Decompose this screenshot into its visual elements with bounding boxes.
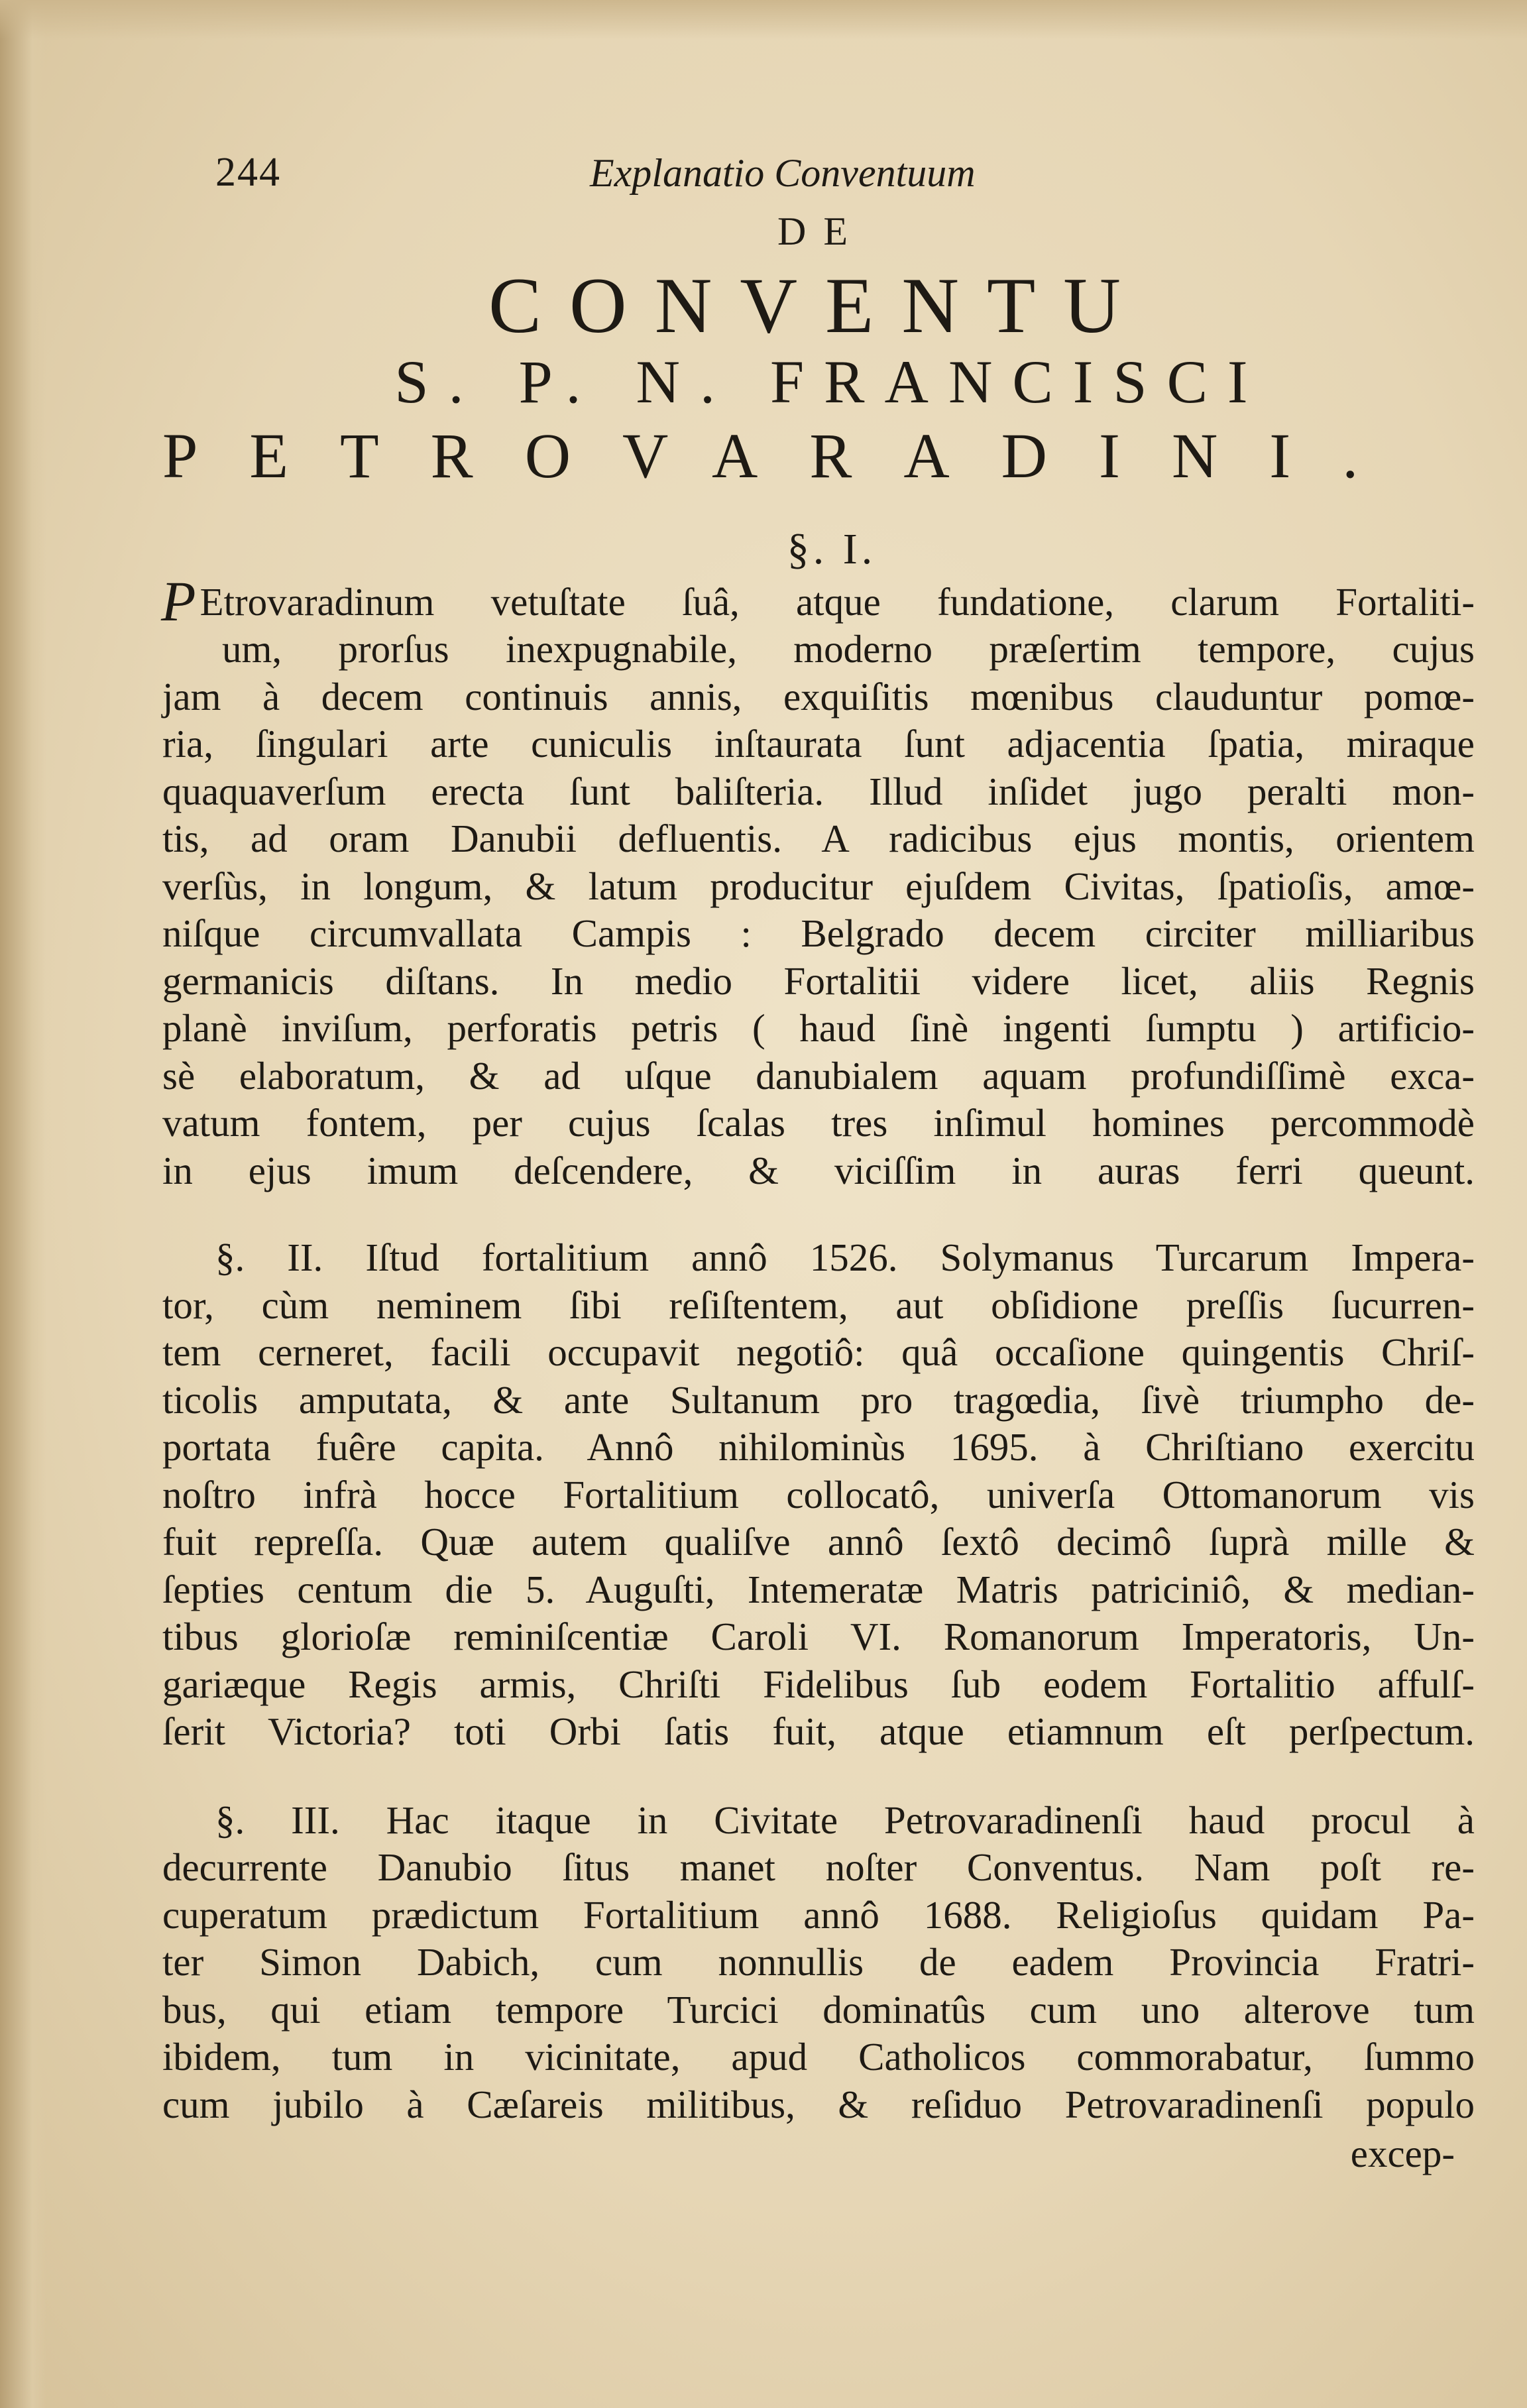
text-line: verſùs, in longum, & latum producitur ejuſdem Civitas, ſpatioſis, amœ- <box>162 864 1475 908</box>
text-line: tem cerneret, facili occupavit negotiô: quâ occaſione quingentis Chriſ- <box>162 1330 1475 1375</box>
text-line: planè inviſum, perforatis petris ( haud ſinè ingenti ſumptu ) artificio- <box>162 1006 1475 1051</box>
paragraph-section-3 <box>162 1797 1475 2129</box>
text-line: vatum fontem, per cujus ſcalas tres inſimul homines percommodè <box>162 1101 1475 1145</box>
text-line: quaquaverſum erecta ſunt baliſteria. Illud inſidet jugo peralti mon- <box>162 769 1475 813</box>
title-line-petrovaradini: PETROVARADINI. <box>162 420 1410 492</box>
text-line: ter Simon Dabich, cum nonnullis de eadem Provincia Fratri- <box>162 1940 1475 1984</box>
text-line: niſque circumvallata Campis : Belgrado decem circiter milliaribus <box>162 911 1475 956</box>
page-top-shadow <box>0 0 1527 40</box>
text-line: portata fuêre capita. Annô nihilominùs 1695. à Chriſtiano exercitu <box>162 1425 1475 1469</box>
text-line: bus, qui etiam tempore Turcici dominatûs cum uno alterove tum <box>162 1987 1475 2032</box>
text-line: cum jubilo à Cæſareis militibus, & reſiduo Petrovaradinenſi populo <box>162 2082 1475 2126</box>
text-line: in ejus imum deſcendere, & viciſſim in auras ferri queunt. <box>162 1148 1475 1192</box>
drop-cap: P <box>161 569 196 633</box>
text-line: jam à decem continuis annis, exquiſitis mœnibus clauduntur pomœ- <box>162 674 1475 718</box>
title-line-de: DE <box>777 209 865 253</box>
text-line: sè elaboratum, & ad uſque danubialem aquam profundiſſimè exca- <box>162 1053 1475 1098</box>
text-line: tor, cùm neminem ſibi reſiſtentem, aut obſidione preſſis ſucurren- <box>162 1283 1475 1327</box>
running-head <box>162 149 1475 222</box>
text-line: ria, ſingulari arte cuniculis inſtaurata ſunt adjacentia ſpatia, miraque <box>162 722 1475 766</box>
text-line: ſerit Victoria? toti Orbi ſatis fuit, atque etiamnum eſt perſpectum. <box>162 1709 1475 1754</box>
text-line: ſepties centum die 5. Auguſti, Intemeratæ Matris patriciniô, & median- <box>162 1567 1475 1611</box>
text-line: um, prorſus inexpugnabile, moderno præſertim tempore, cujus <box>222 627 1475 671</box>
paragraph-section-2 <box>162 1234 1475 1756</box>
text-line: noſtro infrà hocce Fortalitium collocatô, univerſa Ottomanorum vis <box>162 1472 1475 1517</box>
section-mark-1: §. I. <box>787 524 877 573</box>
text-line: cuperatum prædictum Fortalitium annô 1688. Religioſus quidam Pa- <box>162 1892 1475 1937</box>
page-number: 244 <box>215 150 281 195</box>
catchword: excep- <box>1350 2132 1455 2176</box>
running-title: Explanatio Conventuum <box>590 151 976 195</box>
text-line: ticolis amputata, & ante Sultanum pro tragœdia, ſivè triumpho de- <box>162 1377 1475 1422</box>
page-edge-shadow <box>0 0 46 2408</box>
text-line: ibidem, tum in vicinitate, apud Catholicos commorabatur, ſummo <box>162 2035 1475 2079</box>
text-line: germanicis diſtans. In medio Fortalitii videre licet, aliis Regnis <box>162 958 1475 1003</box>
text-line: Etrovaradinum vetuſtate ſuâ, atque fundatione, clarum Fortaliti- <box>199 579 1475 624</box>
text-block <box>162 149 1475 2177</box>
text-line: decurrente Danubio ſitus manet noſter Conventus. Nam poſt re- <box>162 1845 1475 1890</box>
paragraph-section-1 <box>161 569 1475 1195</box>
text-line: tibus glorioſæ reminiſcentiæ Caroli VI. Romanorum Imperatoris, Un- <box>162 1615 1475 1659</box>
text-line: §. II. Iſtud fortalitium annô 1526. Solymanus Turcarum Impera- <box>215 1235 1475 1280</box>
text-line: tis, ad oram Danubii defluentis. A radicibus ejus montis, orientem <box>162 817 1475 861</box>
text-line: §. III. Hac itaque in Civitate Petrovaradinenſi haud procul à <box>215 1798 1475 1842</box>
text-line: fuit repreſſa. Quæ autem qualiſve annô ſextô decimô ſuprà mille & <box>162 1520 1475 1564</box>
text-line: gariæque Regis armis, Chriſti Fidelibus ſub eodem Fortalitio affulſ- <box>162 1662 1475 1706</box>
title-line-francisci: S. P. N. FRANCISCI <box>394 348 1268 416</box>
title-line-conventu: CONVENTU <box>488 261 1149 349</box>
